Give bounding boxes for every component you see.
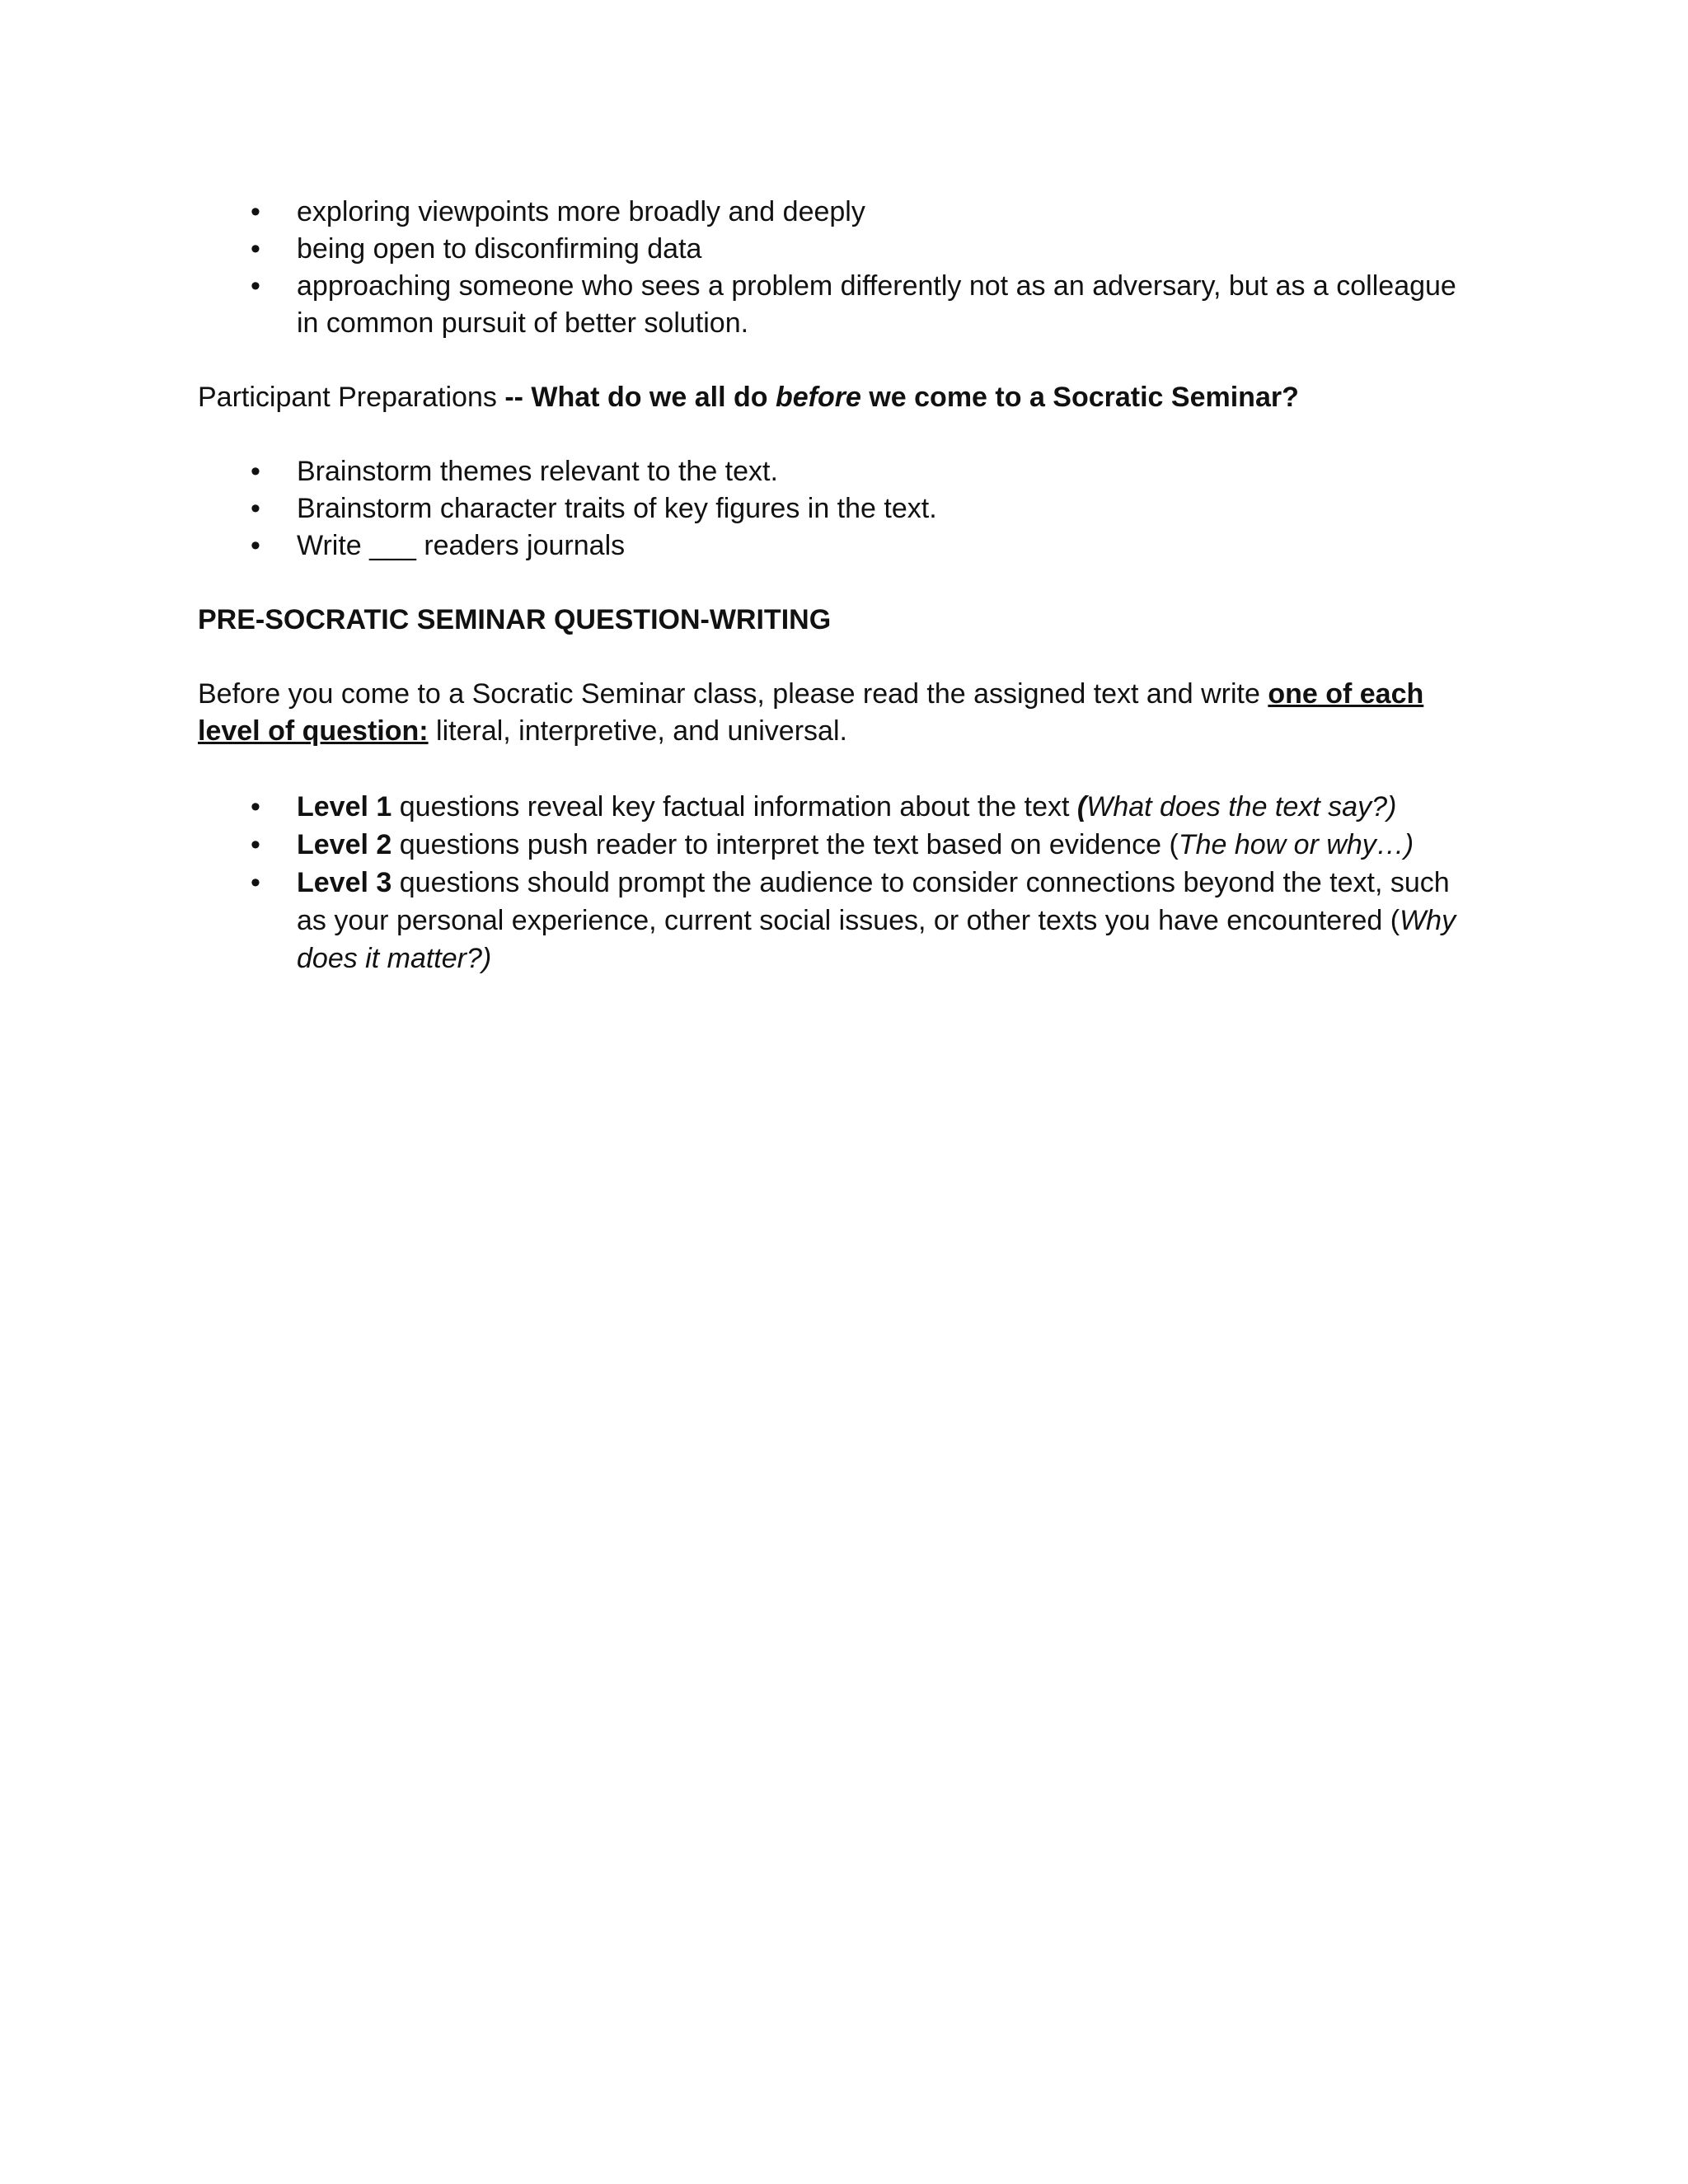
list-item: [198, 268, 1484, 342]
intro-text: Before you come to a Socratic Seminar class, please read the assigned text and write: [198, 678, 1268, 710]
document-page: [198, 194, 1484, 977]
question-writing-heading: PRE-SOCRATIC SEMINAR QUESTION-WRITING: [198, 604, 832, 635]
list-item-text: being open to disconfirming data: [297, 233, 702, 265]
spacer: [198, 416, 1484, 453]
preparations-question-part1: -- What do we all do: [504, 382, 776, 413]
preparations-label: Participant Preparations: [198, 382, 505, 413]
spacer: [198, 565, 1484, 602]
level-text: questions should prompt the audience to consider connections beyond the text, such as your personal experience, current social issues, or other texts you have encountered (: [297, 867, 1450, 936]
spacer: [198, 750, 1484, 788]
bullet-icon: •: [251, 829, 260, 860]
preparations-list: [198, 453, 1484, 565]
question-writing-intro: [198, 676, 1484, 750]
spacer: [198, 342, 1484, 379]
list-item-text: approaching someone who sees a problem differently not as an adversary, but as a colleague in common pursuit of better solution.: [297, 270, 1456, 339]
list-item: [198, 527, 1484, 565]
preparations-question-emphasis: before: [775, 382, 861, 413]
list-item-text: exploring viewpoints more broadly and deeply: [297, 196, 865, 227]
level-hint: Why does it matter?): [297, 905, 1456, 974]
preparations-heading: [198, 379, 1484, 416]
preparations-question-part2: we come to a Socratic Seminar?: [860, 382, 1299, 413]
level-text: questions push reader to interpret the text based on evidence (: [392, 829, 1179, 860]
bullet-icon: •: [251, 867, 260, 898]
list-item: [198, 453, 1484, 490]
level-text: questions reveal key factual information about the text: [392, 791, 1077, 823]
bullet-icon: •: [251, 270, 260, 302]
question-levels-list: [198, 788, 1484, 977]
bullet-icon: •: [251, 196, 260, 227]
list-item: [198, 231, 1484, 268]
level-label: Level 2: [297, 829, 392, 860]
list-item-text: Brainstorm themes relevant to the text.: [297, 456, 778, 487]
intro-emphasis: one of each level of question:: [198, 678, 1424, 747]
level-label: Level 1: [297, 791, 392, 823]
list-item: [198, 864, 1484, 977]
level-hint-open: (: [1076, 791, 1087, 823]
spacer: [198, 639, 1484, 676]
level-hint: The how or why…): [1178, 829, 1414, 860]
list-item: [198, 788, 1484, 826]
bullet-icon: •: [251, 233, 260, 265]
bullet-icon: •: [251, 493, 260, 524]
intro-tail: literal, interpretive, and universal.: [428, 715, 847, 747]
list-item-text: Write ___ readers journals: [297, 530, 626, 561]
list-item: [198, 194, 1484, 231]
list-item: [198, 490, 1484, 527]
list-item-text: Brainstorm character traits of key figures in the text.: [297, 493, 937, 524]
level-hint: What does the text say?): [1086, 791, 1397, 823]
list-item: [198, 826, 1484, 864]
bullet-icon: •: [251, 791, 260, 823]
viewpoints-list: [198, 194, 1484, 342]
level-label: Level 3: [297, 867, 392, 898]
bullet-icon: •: [251, 530, 260, 561]
bullet-icon: •: [251, 456, 260, 487]
